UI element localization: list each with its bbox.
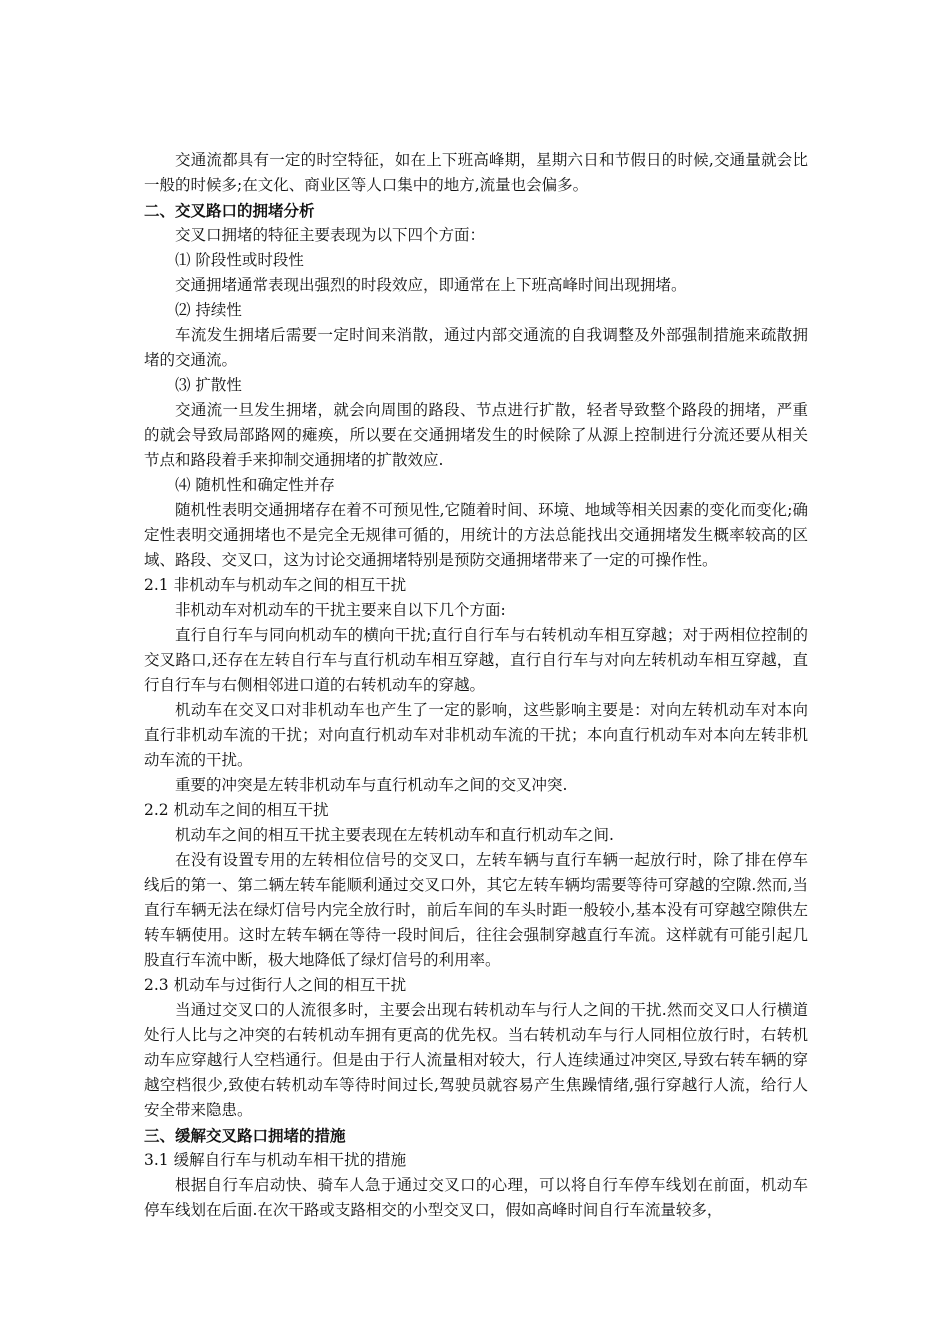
paragraph: 机动车在交叉口对非机动车也产生了一定的影响，这些影响主要是：对向左转机动车对本向直行非机动车流的干扰；对向直行机动车对非机动车流的干扰；本向直行机动车对本向左转非机动车流的干扰。 (144, 701, 808, 769)
paragraph: 根据自行车启动快、骑车人急于通过交叉口的心理，可以将自行车停车线划在前面，机动车停车线划在后面.在次干路或支路相交的小型交叉口，假如高峰时间自行车流量较多， (144, 1176, 808, 1219)
list-item-heading: ⑵ 持续性 (175, 301, 242, 319)
section-heading: 二、交叉路口的拥堵分析 (144, 201, 315, 220)
subsection-heading: 2.3 机动车与过街行人之间的相互干扰 (144, 976, 407, 994)
paragraph: 非机动车对机动车的干扰主要来自以下几个方面: (175, 601, 506, 619)
paragraph: 交通拥堵通常表现出强烈的时段效应，即通常在上下班高峰时间出现拥堵。 (175, 276, 687, 294)
paragraph: 随机性表明交通拥堵存在着不可预见性,它随着时间、环境、地域等相关因素的变化而变化;确定性表明交通拥堵也不是完全无规律可循的，用统计的方法总能找出交通拥堵发生概率较高的区域、路段、交叉口，这为讨论交通拥堵特别是预防交通拥堵带来了一定的可操作性。 (144, 501, 808, 569)
paragraph: 重要的冲突是左转非机动车与直行机动车之间的交叉冲突. (175, 776, 568, 794)
list-item-heading: ⑶ 扩散性 (175, 376, 242, 394)
paragraph: 当通过交叉口的人流很多时，主要会出现右转机动车与行人之间的干扰.然而交叉口人行横道处行人比与之冲突的右转机动车拥有更高的优先权。当右转机动车与行人同相位放行时，右转机动车应穿越行人空档通行。但是由于行人流量相对较大，行人连续通过冲突区,导致右转车辆的穿越空档很少,致使右转机动车等待时间过长,驾驶员就容易产生焦躁情绪,强行穿越行人流，给行人安全带来隐患。 (144, 1001, 808, 1119)
paragraph: 直行自行车与同向机动车的横向干扰;直行自行车与右转机动车相互穿越；对于两相位控制的交叉路口,还存在左转自行车与直行机动车相互穿越，直行自行车与对向左转机动车相互穿越，直行自行车与右侧相邻进口道的右转机动车的穿越。 (144, 626, 808, 694)
subsection-heading: 2.1 非机动车与机动车之间的相互干扰 (144, 576, 407, 594)
paragraph: 在没有设置专用的左转相位信号的交叉口，左转车辆与直行车辆一起放行时，除了排在停车线后的第一、第二辆左转车能顺利通过交叉口外，其它左转车辆均需要等待可穿越的空隙.然而,当直行车辆无法在绿灯信号内完全放行时，前后车间的车头时距一般较小,基本没有可穿越空隙供左转车辆使用。这时左转车辆在等待一段时间后，往往会强制穿越直行车流。这样就有可能引起几股直行车流中断，极大地降低了绿灯信号的利用率。 (144, 851, 808, 969)
list-item-heading: ⑷ 随机性和确定性并存 (175, 476, 335, 494)
subsection-heading: 3.1 缓解自行车与机动车相干扰的措施 (144, 1151, 407, 1169)
paragraph: 车流发生拥堵后需要一定时间来消散，通过内部交通流的自我调整及外部强制措施来疏散拥堵的交通流。 (144, 326, 808, 369)
section-heading: 三、缓解交叉路口拥堵的措施 (144, 1126, 346, 1145)
subsection-heading: 2.2 机动车之间的相互干扰 (144, 801, 329, 819)
paragraph: 交通流都具有一定的时空特征，如在上下班高峰期，星期六日和节假日的时候,交通量就会比一般的时候多;在文化、商业区等人口集中的地方,流量也会偏多。 (144, 151, 808, 194)
list-item-heading: ⑴ 阶段性或时段性 (175, 251, 304, 269)
paragraph: 交通流一旦发生拥堵，就会向周围的路段、节点进行扩散，轻者导致整个路段的拥堵，严重的就会导致局部路网的瘫痪，所以要在交通拥堵发生的时候除了从源上控制进行分流还要从相关节点和路段着手来抑制交通拥堵的扩散效应. (144, 401, 808, 469)
document-page (144, 148, 808, 1223)
paragraph: 机动车之间的相互干扰主要表现在左转机动车和直行机动车之间. (175, 826, 614, 844)
paragraph: 交叉口拥堵的特征主要表现为以下四个方面： (175, 226, 486, 244)
